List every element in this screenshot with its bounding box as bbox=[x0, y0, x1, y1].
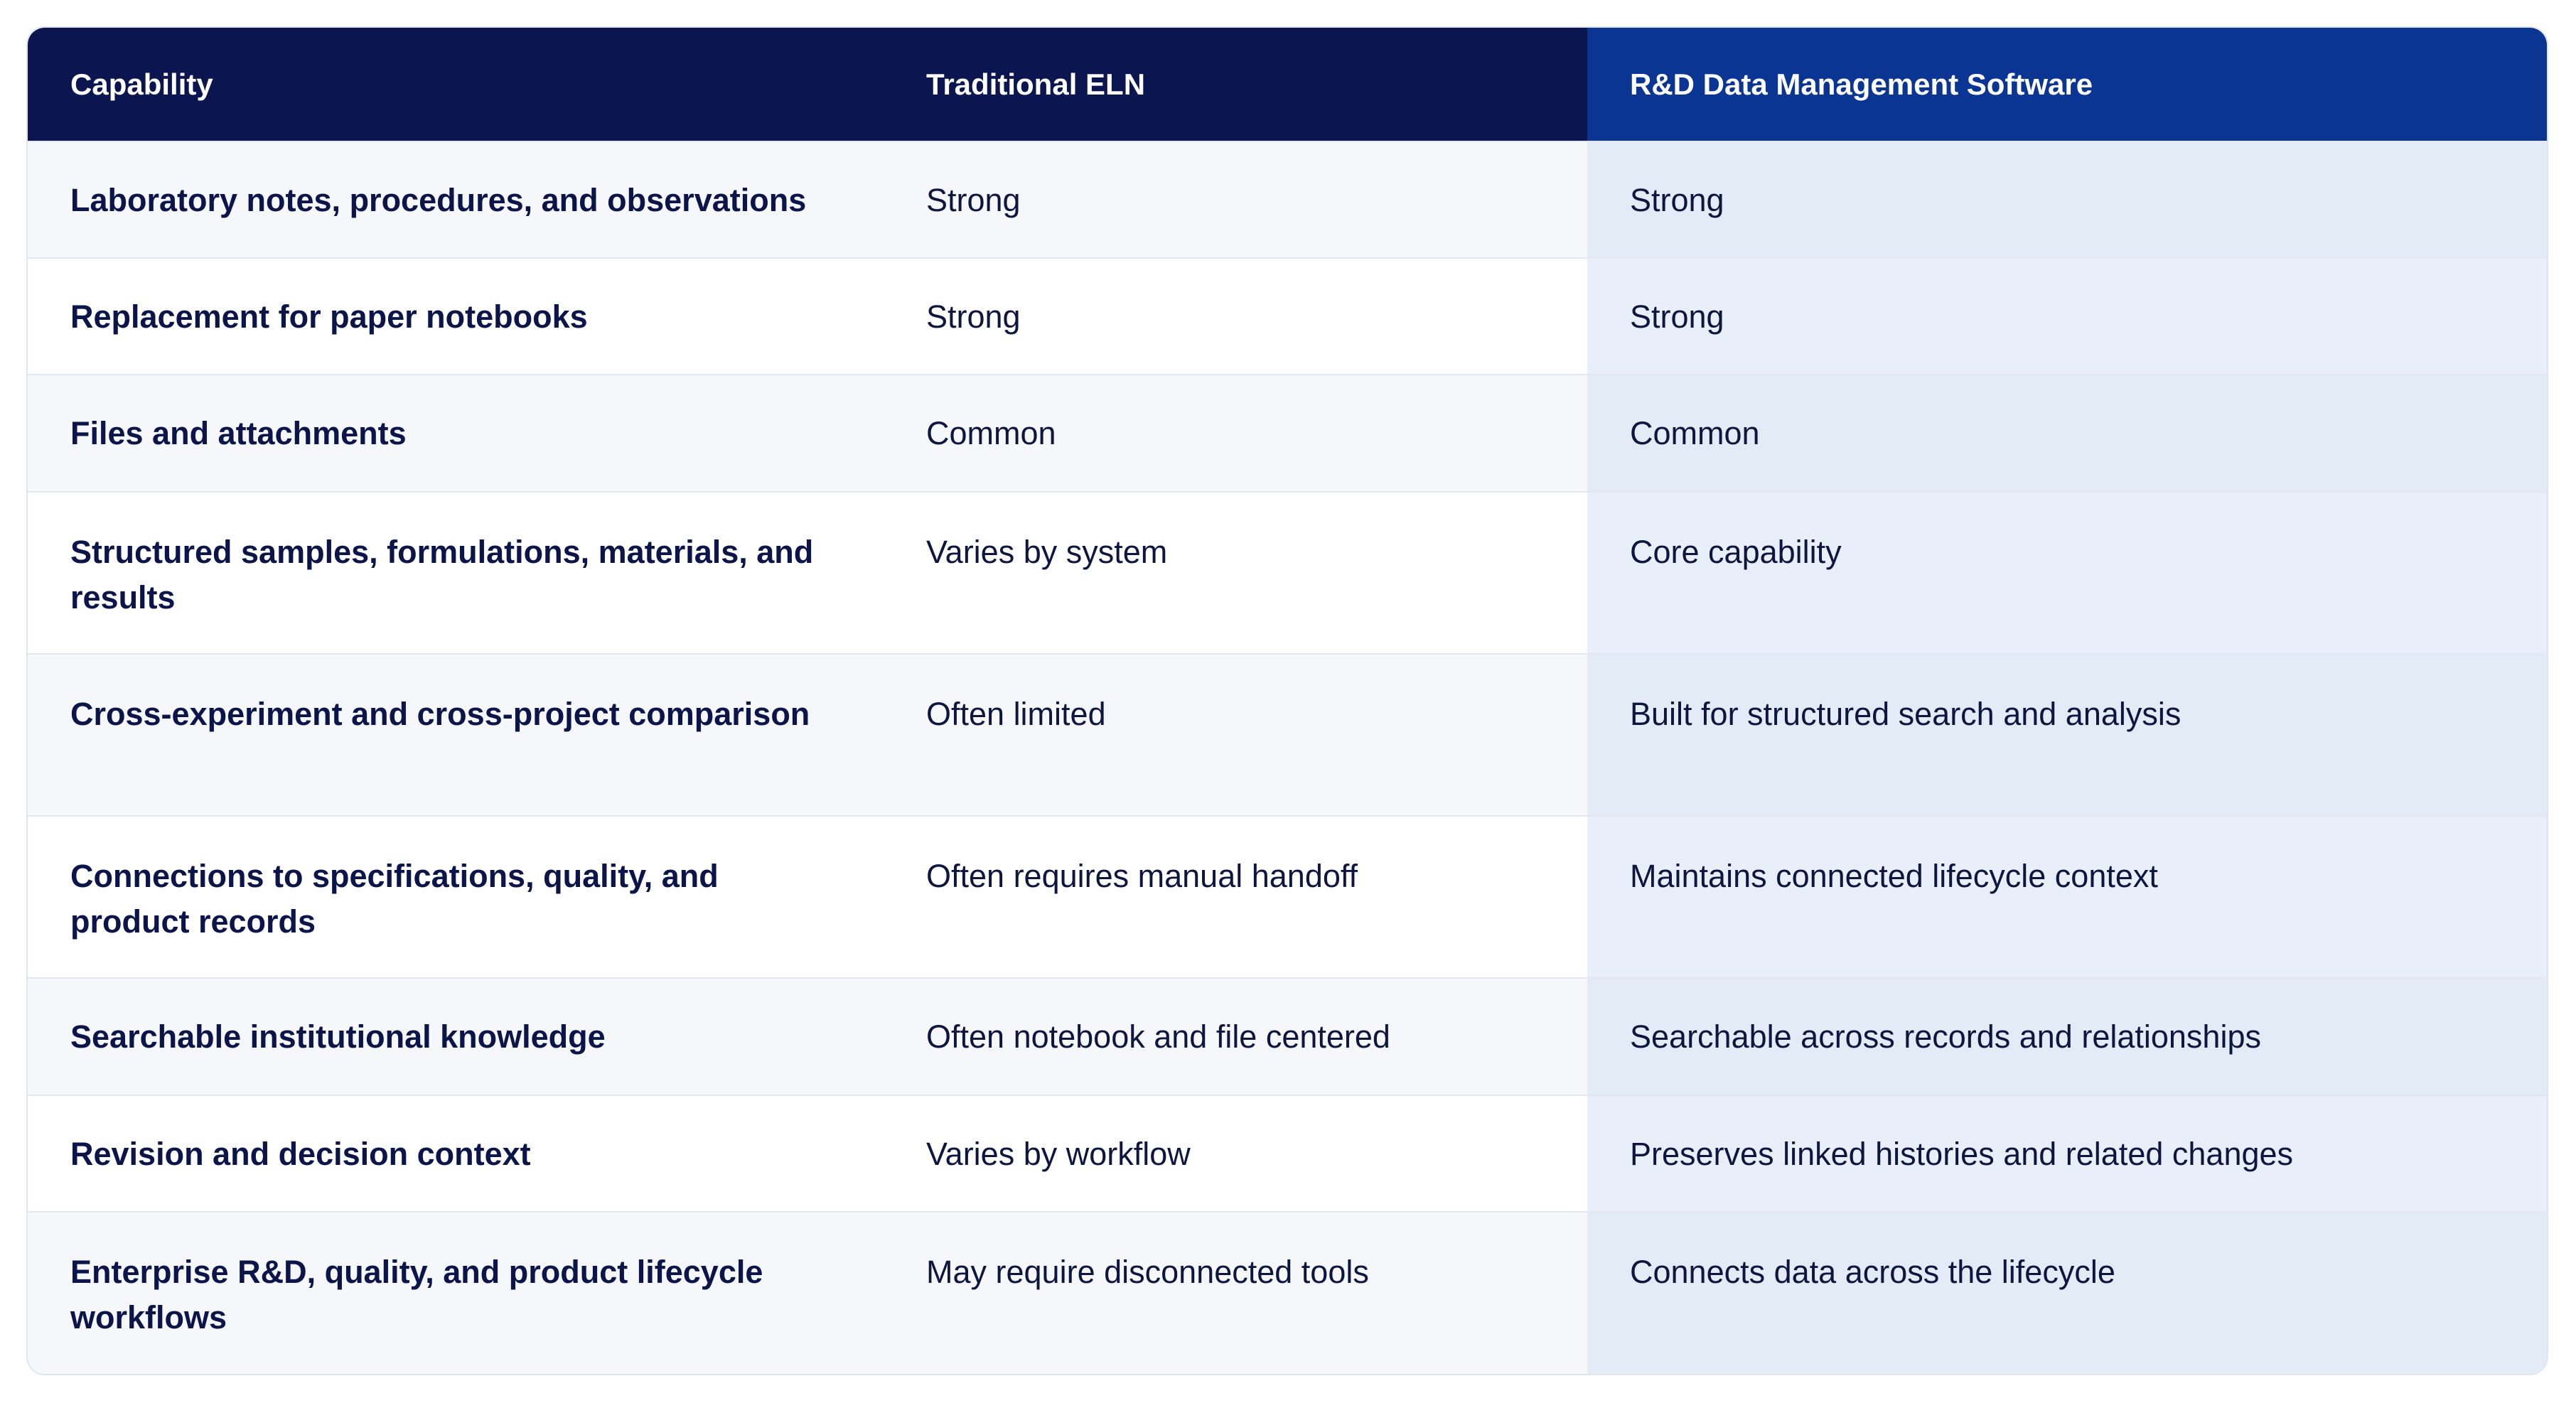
table-row bbox=[28, 258, 2547, 375]
table-row bbox=[28, 1095, 2547, 1212]
header-rnd-software: R&D Data Management Software bbox=[1587, 28, 2547, 141]
table-body bbox=[28, 141, 2547, 1374]
header-row bbox=[28, 28, 2547, 141]
traditional-cell: Common bbox=[884, 375, 1587, 491]
table-row bbox=[28, 492, 2547, 654]
table-row bbox=[28, 816, 2547, 978]
rnd-cell: Built for structured search and analysis bbox=[1587, 654, 2547, 816]
capability-cell: Replacement for paper notebooks bbox=[28, 258, 884, 375]
table-header bbox=[28, 28, 2547, 141]
capability-cell: Laboratory notes, procedures, and observations bbox=[28, 141, 884, 258]
rnd-cell: Strong bbox=[1587, 141, 2547, 258]
header-capability: Capability bbox=[28, 28, 884, 141]
traditional-cell: May require disconnected tools bbox=[884, 1212, 1587, 1374]
capability-cell: Connections to specifications, quality, and product records bbox=[28, 816, 884, 978]
table-row bbox=[28, 654, 2547, 816]
rnd-cell: Strong bbox=[1587, 258, 2547, 375]
traditional-cell: Often notebook and file centered bbox=[884, 978, 1587, 1095]
rnd-cell: Searchable across records and relationships bbox=[1587, 978, 2547, 1095]
rnd-cell: Common bbox=[1587, 375, 2547, 491]
traditional-cell: Varies by workflow bbox=[884, 1095, 1587, 1212]
rnd-cell: Connects data across the lifecycle bbox=[1587, 1212, 2547, 1374]
comparison-table bbox=[26, 26, 2548, 1375]
rnd-cell: Maintains connected lifecycle context bbox=[1587, 816, 2547, 978]
traditional-cell: Often limited bbox=[884, 654, 1587, 816]
capability-cell: Revision and decision context bbox=[28, 1095, 884, 1212]
capability-cell: Structured samples, formulations, materials, and results bbox=[28, 492, 884, 654]
rnd-cell: Preserves linked histories and related changes bbox=[1587, 1095, 2547, 1212]
table-row bbox=[28, 1212, 2547, 1374]
capability-cell: Searchable institutional knowledge bbox=[28, 978, 884, 1095]
header-traditional-eln: Traditional ELN bbox=[884, 28, 1587, 141]
table-row bbox=[28, 141, 2547, 258]
traditional-cell: Often requires manual handoff bbox=[884, 816, 1587, 978]
table-row bbox=[28, 978, 2547, 1095]
comparison-table-grid bbox=[28, 28, 2547, 1374]
traditional-cell: Strong bbox=[884, 141, 1587, 258]
rnd-cell: Core capability bbox=[1587, 492, 2547, 654]
capability-cell: Files and attachments bbox=[28, 375, 884, 491]
traditional-cell: Strong bbox=[884, 258, 1587, 375]
table-row bbox=[28, 375, 2547, 491]
capability-cell: Cross-experiment and cross-project comparison bbox=[28, 654, 884, 816]
traditional-cell: Varies by system bbox=[884, 492, 1587, 654]
capability-cell: Enterprise R&D, quality, and product lifecycle workflows bbox=[28, 1212, 884, 1374]
